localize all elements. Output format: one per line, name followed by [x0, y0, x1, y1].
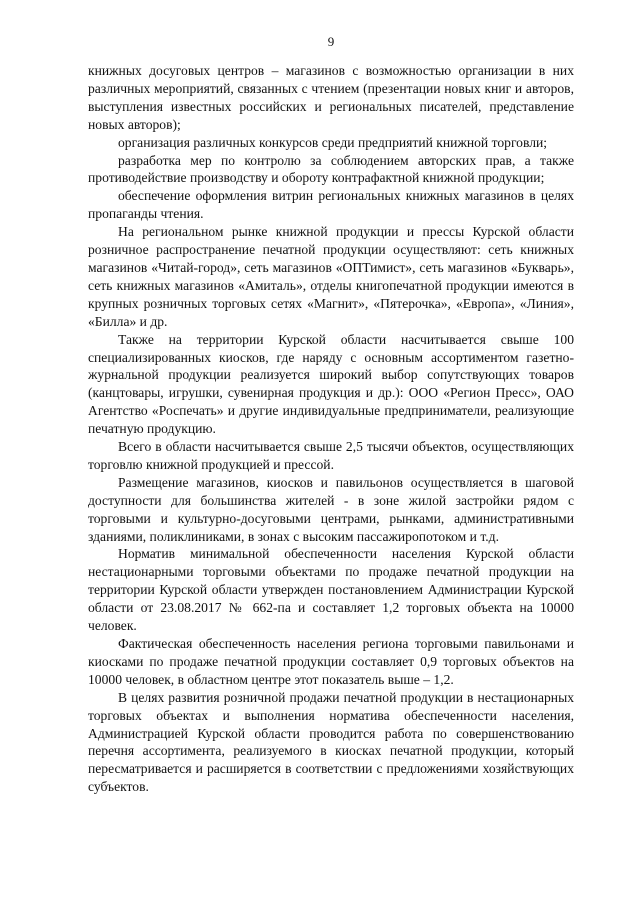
paragraph-5: На региональном рынке книжной продукции и прессы Курской области розничное распространение печатной продукции осуществляют: сеть книжных магазинов «Читай-город», сеть магазинов «ОПТимист», сеть магазинов «Букварь», сеть книжных магазинов «Амиталь», отделы книгопечатной продукции имеются в крупных розничных торговых сетях «Магнит», «Пятерочка», «Европа», «Линия», «Билла» и др.: [88, 224, 574, 329]
paragraph-4: обеспечение оформления витрин региональных книжных магазинов в целях пропаганды чтения.: [88, 188, 574, 222]
document-body: [88, 62, 574, 796]
paragraph-11: В целях развития розничной продажи печатной продукции в нестационарных торговых объектах и выполнения норматива обеспеченности населения, Администрацией Курской области проводится работа по совершенствованию перечня ассортимента, реализуемого в киосках печатной продукции, который пересматривается и расширяется в соответствии с предложениями хозяйствующих субъектов.: [88, 689, 574, 795]
paragraph-10: Фактическая обеспеченность населения региона торговыми павильонами и киосками по продаже печатной продукции составляет 0,9 торговых объектов на 10000 человек, в областном центре этот показатель выше – 1,2.: [88, 636, 574, 687]
paragraph-6: Также на территории Курской области насчитывается свыше 100 специализированных киосков, где наряду с основным ассортиментом газетно-журнальной продукции реализуется широкий выбор сопутствующих товаров (канцтовары, игрушки, сувенирная продукция и др.): ООО «Регион Пресс», ОАО Агентство «Роспечать» и другие индивидуальные предприниматели, реализующие печатную продукцию.: [88, 331, 574, 437]
paragraph-2: организация различных конкурсов среди предприятий книжной торговли;: [118, 134, 548, 150]
paragraph-9: Норматив минимальной обеспеченности населения Курской области нестационарными торговыми объектами по продаже печатной продукции на территории Курской области утвержден постановлением Администрации Курской области от 23.08.2017 № 662-па и составляет 1,2 торговых объекта на 10000 человек.: [88, 546, 574, 634]
paragraph-3: разработка мер по контролю за соблюдением авторских прав, а также противодействие производству и обороту контрафактной книжной продукции;: [88, 152, 574, 186]
paragraph-8: Размещение магазинов, киосков и павильонов осуществляется в шаговой доступности для большинства жителей - в зоне жилой застройки рядом с торговыми и культурно-досуговыми центрами, рынками, административными зданиями, поликлиниками, в зонах с высоким пассажиропотоком и т.д.: [88, 474, 574, 544]
page-number: 9: [327, 34, 335, 49]
paragraph-1: книжных досуговых центров – магазинов с возможностью организации в них различных мероприятий, связанных с чтением (презентации новых книг и авторов, выступления известных российских и региональных писателей, представление новых авторов);: [88, 63, 574, 132]
paragraph-7: Всего в области насчитывается свыше 2,5 тысячи объектов, осуществляющих торговлю книжной продукцией и прессой.: [88, 439, 574, 472]
